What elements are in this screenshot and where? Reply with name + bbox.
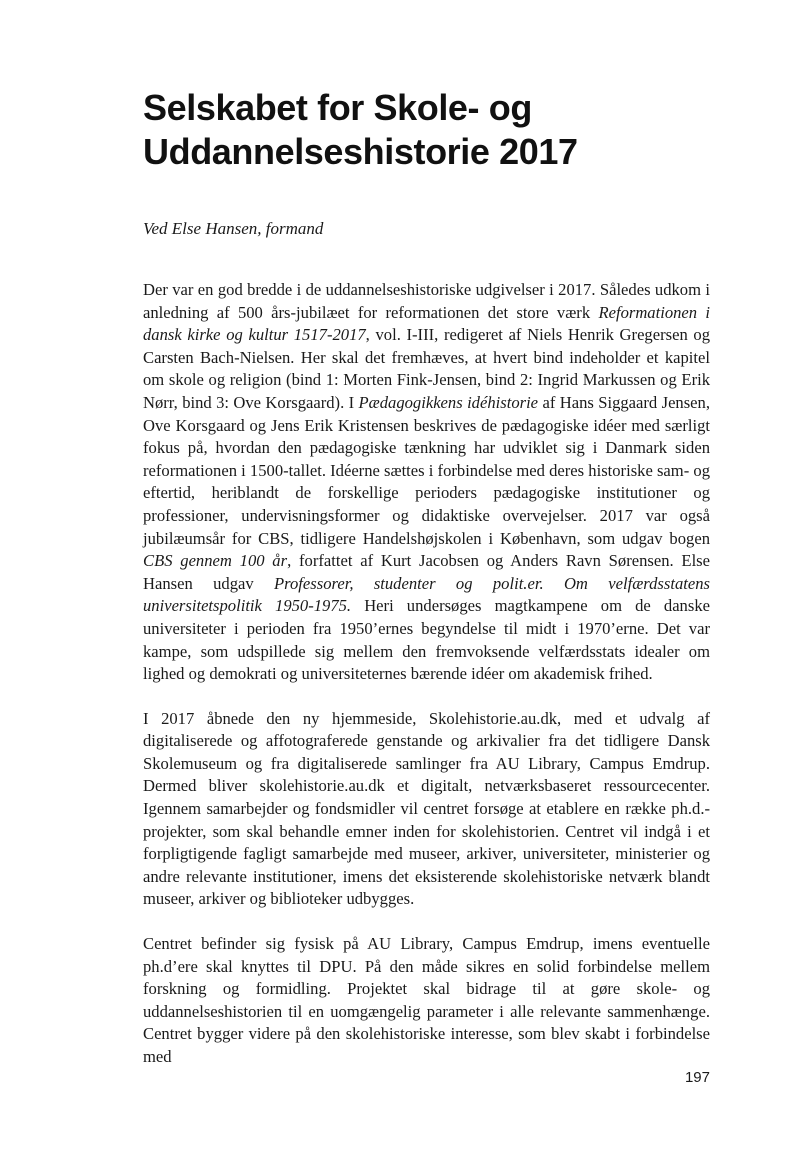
paragraph-text: af Hans Siggaard Jensen, Ove Korsgaard og Jens Erik Kristensen beskrives de pædagogiske idéer med særligt fokus på, hvordan den pædagogiske tænkning har udviklet sig i Danmark siden reformationen i 1500-tallet. Idéerne sættes i forbindelse med deres historiske sam- og eftertid, heriblandt de forskellige perioders pædagogiske institutioner og professioner, undervisningsformer og didaktiske overvejelser. 2017 var også jubilæumsår for CBS, tidligere Handelshøjskolen i København, som udgav bogen: [143, 392, 710, 548]
title-line-1: Selskabet for Skole- og: [143, 87, 532, 128]
paragraph-text: Der var en god bredde i de uddannelseshistoriske udgivelser i 2017. Således udkom i anledning af 500 års-jubilæet for reformationen det store værk: [143, 280, 710, 322]
document-title: [143, 86, 710, 174]
body-paragraph: [143, 279, 710, 686]
italic-title-text: Pædagogikkens idéhistorie: [358, 392, 539, 412]
italic-title-text: CBS gennem 100 år: [143, 551, 288, 571]
author-byline: Ved Else Hansen, formand: [143, 219, 324, 238]
paragraph-text: , forfattet af Kurt Jacobsen og Anders Ravn Sørensen. Else Hansen udgav: [143, 551, 711, 593]
body-paragraph: [143, 708, 710, 911]
italic-title-text: Reformationen i dansk kirke og kultur 1517-2017: [143, 302, 711, 345]
paragraph-text: Heri undersøges magtkampene om de danske universiteter i perioden fra 1950’ernes begyndelse til midt i 1970’erne. Det var kampe, som udspillede sig mellem den fremvoksende velfærdsstats idealer om lighed og demokrati og universiteternes bærende idéer om akademisk frihed.: [143, 596, 710, 684]
document-page: [143, 86, 710, 1091]
paragraph-text: I 2017 åbnede den ny hjemmeside, Skolehistorie.au.dk, med et udvalg af digitaliserede og affotograferede genstande og arkivalier fra det tidligere Dansk Skolemuseum og fra digitaliserede samlinger fra AU Library, Campus Emdrup. Dermed bliver skolehistorie.au.dk et digitalt, netværksbaseret ressourcecenter. Igennem samarbejder og fondsmidler vil centret forsøge at etablere en række ph.d.-projekter, som skal behandle emner inden for skolehistorien. Centret vil indgå i et forpligtigende fagligt samarbejde med museer, arkiver, universiteter, ministerier og andre relevante institutioner, imens det eksisterende skolehistoriske netværk blandt museer, arkiver og biblioteker udbygges.: [143, 708, 710, 909]
title-line-2: Uddannelseshistorie 2017: [143, 131, 578, 172]
italic-title-text: Professorer, studenter og polit.er. Om velfærdsstatens universitetspolitik 1950-1975.: [143, 573, 710, 616]
paragraph-text: , vol. I-III, redigeret af Niels Henrik Gregersen og Carsten Bach-Nielsen. Her skal det fremhæves, at hvert bind indeholder et kapitel om skole og religion (bind 1: Morten Fink-Jensen, bind 2: Ingrid Markussen og Erik Nørr, bind 3: Ove Korsgaard). I: [143, 325, 710, 412]
paragraph-text: Centret befinder sig fysisk på AU Library, Campus Emdrup, imens eventuelle ph.d’ere skal knyttes til DPU. På den måde sikres en solid forbindelse mellem forskning og formidling. Projektet skal bidrage til at gøre skole- og uddannelseshistorien til en uomgængelig parameter i alle relevante sammenhænge. Centret bygger videre på den skolehistoriske interesse, som blev skabt i forbindelse med: [143, 934, 710, 1066]
body-text: [143, 279, 710, 1069]
page-number: 197: [684, 1069, 710, 1086]
body-paragraph: [143, 933, 710, 1069]
